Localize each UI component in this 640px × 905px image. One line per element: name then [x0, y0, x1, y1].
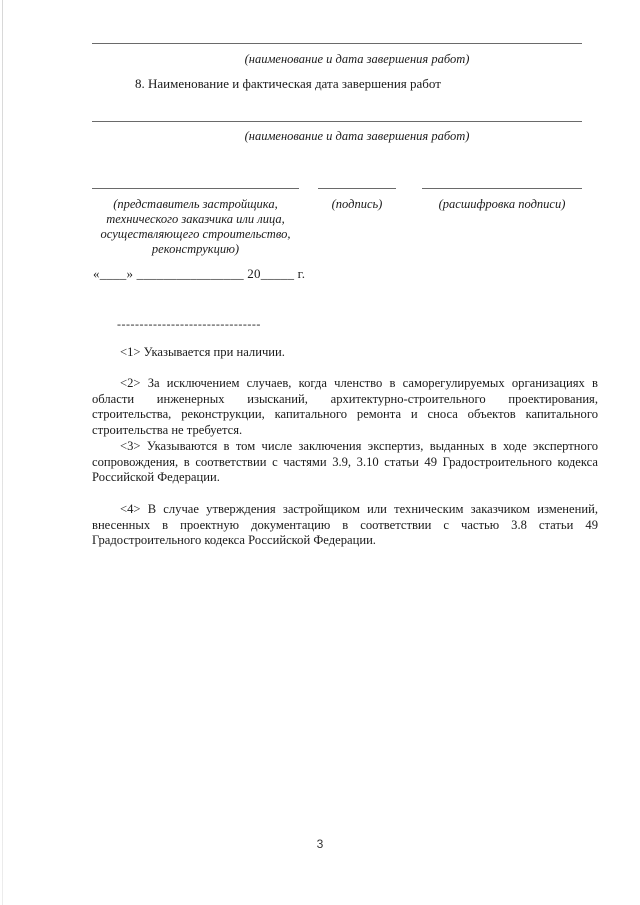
work-completion-caption-1: (наименование и дата завершения работ) [244, 52, 470, 66]
signature-decoding-rule [422, 188, 582, 189]
signature-rule [318, 188, 396, 189]
signature-caption: (подпись) [331, 197, 383, 211]
footnote-1: <1> Указывается при наличии. [120, 345, 285, 359]
representative-rule [92, 188, 299, 189]
signature-decoding-caption: (расшифровка подписи) [438, 197, 566, 211]
scan-margin-line [2, 0, 3, 905]
footnote-4: <4> В случае утверждения застройщиком или техническим заказчиком изменений, внесенных в проектную документацию в соответствии с частью 3.8 статьи 49 Градостроительного кодекса Российской Федерации. [92, 502, 598, 548]
date-line: «____» ________________ 20_____ г. [93, 266, 306, 281]
item-8-label: 8. Наименование и фактическая дата завершения работ [135, 76, 441, 91]
page-number: 3 [316, 837, 324, 851]
work-completion-rule-2 [92, 121, 582, 122]
footnote-3: <3> Указываются в том числе заключения экспертиз, выданных в ходе экспертного сопровождения, в соответствии с частями 3.9, 3.10 статьи 49 Градостроительного кодекса Российской Федерации. [92, 439, 598, 485]
footnote-separator: -------------------------------- [117, 317, 261, 331]
work-completion-rule-1 [92, 43, 582, 44]
footnote-2: <2> За исключением случаев, когда членство в саморегулируемых организациях в области инженерных изысканий, архитектурно-строительного проектирования, строительства, реконструкции, капитального ремонта и сноса объектов капитального строительства не требуется. [92, 376, 598, 438]
representative-caption: (представитель застройщика, технического заказчика или лица, осуществляющего строительство, реконструкцию) [100, 197, 291, 256]
work-completion-caption-2: (наименование и дата завершения работ) [244, 129, 470, 143]
